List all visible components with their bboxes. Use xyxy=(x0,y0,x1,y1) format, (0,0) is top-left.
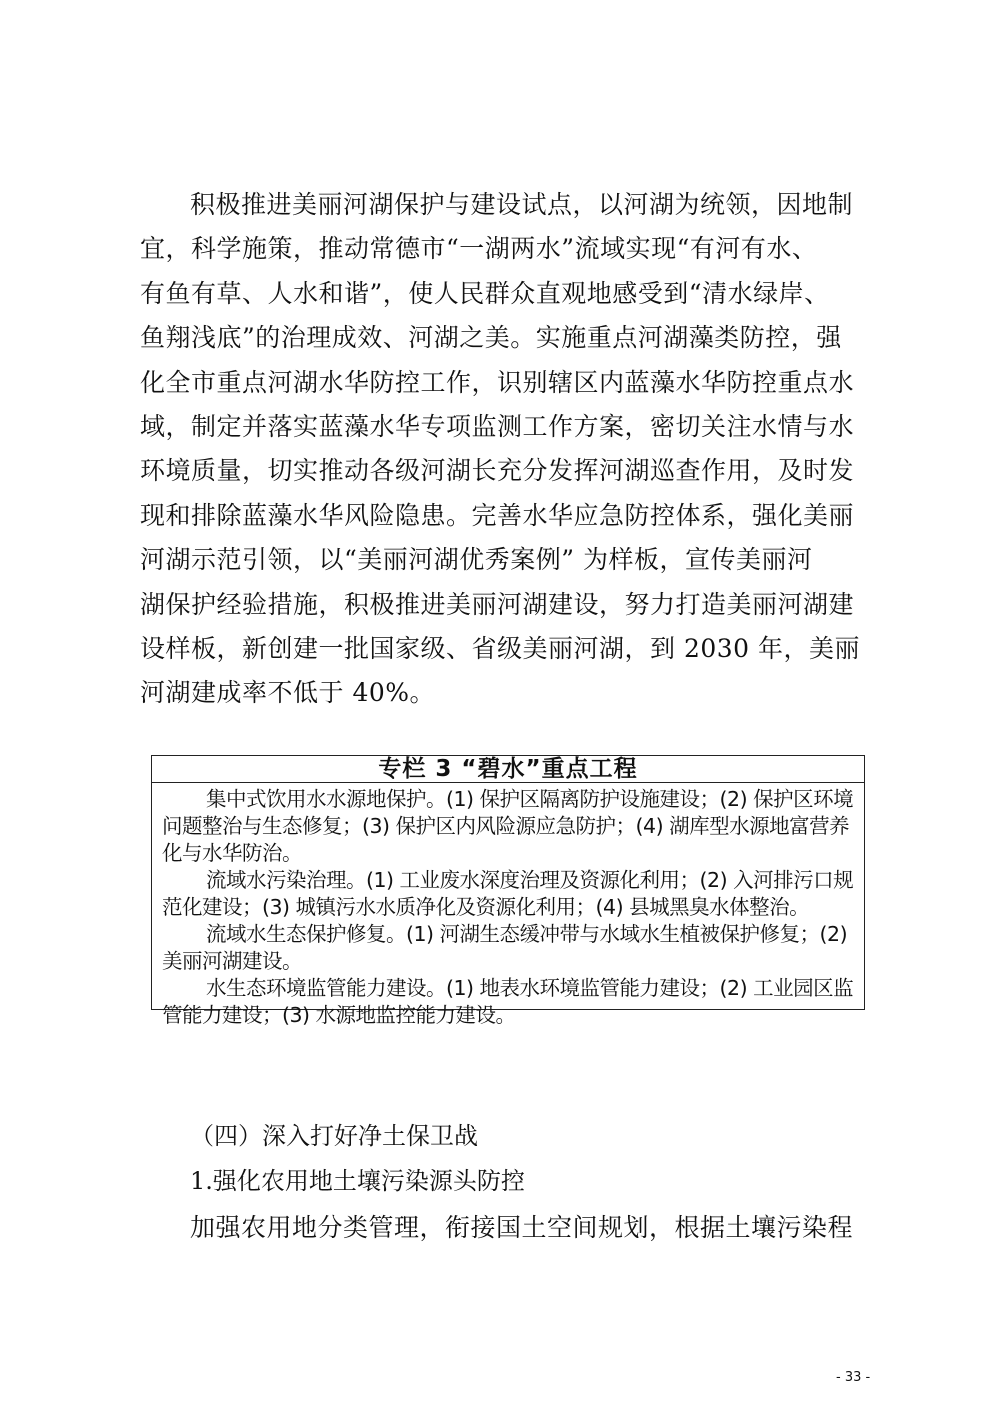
subsection-heading: 1.强化农用地土壤污染源头防控 xyxy=(190,1167,525,1195)
box-line: 管能力建设；(3) 水源地监控能力建设。 xyxy=(162,1003,516,1027)
page-number: - 33 - xyxy=(836,1370,871,1385)
box-line: 问题整治与生态修复；(3) 保护区内风险源应急防护；(4) 湖库型水源地富营养 xyxy=(162,814,850,838)
paragraph-line: 河湖示范引领，以“美丽河湖优秀案例” 为样板，宣传美丽河 xyxy=(140,545,813,575)
paragraph-line: 域，制定并落实蓝藻水华专项监测工作方案，密切关注水情与水 xyxy=(140,412,855,442)
box-line: 流域水生态保护修复。(1) 河湖生态缓冲带与水域水生植被保护修复；(2) xyxy=(206,922,848,946)
paragraph-line: 积极推进美丽河湖保护与建设试点，以河湖为统领，因地制 xyxy=(190,190,854,219)
body-paragraph xyxy=(140,183,880,716)
paragraph-line: 现和排除蓝藻水华风险隐患。完善水华应急防控体系，强化美丽 xyxy=(140,500,855,530)
paragraph-line: 环境质量，切实推动各级河湖长充分发挥河湖巡查作用，及时发 xyxy=(140,456,855,486)
feature-box-title: 专栏 3 “碧水”重点工程 xyxy=(152,756,864,783)
paragraph-line: 宜，科学施策，推动常德市“一湖两水”流域实现“有河有水、 xyxy=(140,234,818,264)
next-paragraph: 加强农用地分类管理，衔接国土空间规划，根据土壤污染程 xyxy=(190,1213,854,1242)
box-line: 流域水污染治理。(1) 工业废水深度治理及资源化利用；(2) 入河排污口规 xyxy=(206,868,854,892)
paragraph-line: 鱼翔浅底”的治理成效、河湖之美。实施重点河湖藻类防控，强 xyxy=(140,323,842,353)
section-heading: （四）深入打好净土保卫战 xyxy=(190,1122,478,1150)
box-line: 化与水华防治。 xyxy=(162,841,302,865)
box-line: 美丽河湖建设。 xyxy=(162,949,302,973)
paragraph-line: 有鱼有草、人水和谐”，使人民群众直观地感受到“清水绿岸、 xyxy=(140,278,830,308)
box-line: 集中式饮用水水源地保护。(1) 保护区隔离防护设施建设；(2) 保护区环境 xyxy=(206,787,854,811)
box-line: 范化建设；(3) 城镇污水水质净化及资源化利用；(4) 县城黑臭水体整治。 xyxy=(162,895,810,919)
paragraph-line: 河湖建成率不低于 40%。 xyxy=(140,678,436,708)
box-line: 水生态环境监管能力建设。(1) 地表水环境监管能力建设；(2) 工业园区监 xyxy=(206,976,854,1000)
feature-box xyxy=(151,755,865,1027)
feature-box-body xyxy=(152,783,864,1029)
paragraph-line: 湖保护经验措施，积极推进美丽河湖建设，努力打造美丽河湖建 xyxy=(140,589,855,619)
paragraph-line: 设样板，新创建一批国家级、省级美丽河湖，到 2030 年，美丽 xyxy=(140,634,861,664)
paragraph-line: 化全市重点河湖水华防控工作，识别辖区内蓝藻水华防控重点水 xyxy=(140,367,855,397)
